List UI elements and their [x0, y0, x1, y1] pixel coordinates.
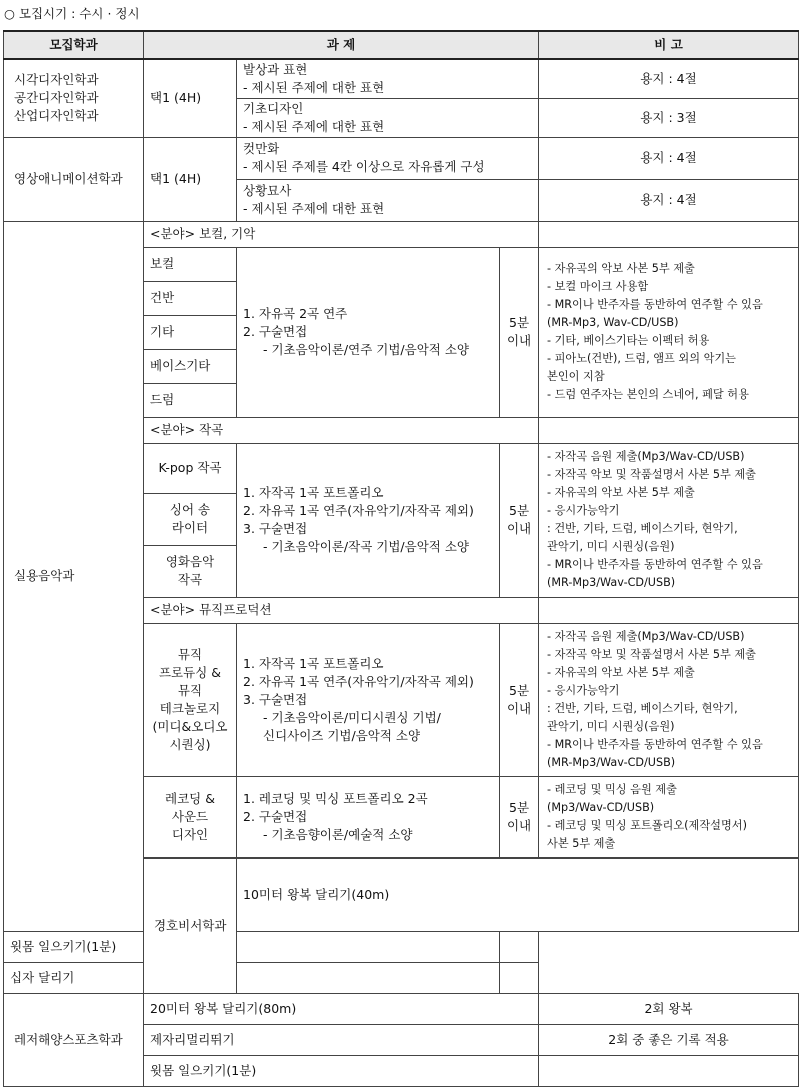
task-sub: - 기초음향이론/예술적 소양: [263, 826, 413, 842]
task-cell: 20미터 왕복 달리기(80m): [144, 993, 539, 1024]
time-cell: 5분 이내: [500, 776, 539, 857]
task-list: 1. 자작곡 1곡 포트폴리오 2. 자유곡 1곡 연주(자유악기/자작곡 제외) 3. 구술면접: [243, 655, 474, 707]
task-cell: 윗몸 일으키기(1분): [144, 1055, 539, 1086]
table-row: [4, 931, 799, 962]
field-production: <분야> 뮤직프로덕션: [144, 597, 539, 623]
note-cell: 용지 : 4절: [539, 179, 799, 221]
task-cell: 십자 달리기: [4, 962, 500, 993]
task-title: 상황묘사: [243, 183, 292, 198]
note-cell: - 자작곡 음원 제출(Mp3/Wav-CD/USB) - 자작곡 악보 및 작품설명서 사본 5부 제출 - 자유곡의 악보 사본 5부 제출 - 응시가능악기 : 건반, 기타, 드럼, 베이스기타, 현악기, 관악기, 미디 시퀀싱(음원) - MR이나 반주자를 동반하여 연주할 수 있음 (MR-Mp3/Wav-CD/USB): [539, 443, 799, 597]
task-cell: [237, 776, 500, 857]
note-cell: [539, 1055, 799, 1086]
field-composition: <분야> 작곡: [144, 417, 539, 443]
table-header-row: [4, 31, 799, 59]
instrument-cell: 보컬: [144, 247, 237, 281]
note-cell: [500, 931, 539, 962]
note-cell: 2회 중 좋은 기록 적용: [539, 1024, 799, 1055]
table-row: [4, 962, 799, 993]
header-note: 비 고: [539, 31, 799, 59]
dept-animation: 영상애니메이션학과: [4, 137, 144, 221]
choice-design: 택1 (4H): [144, 59, 237, 137]
note-cell: 2회 왕복: [539, 993, 799, 1024]
task-cell: [237, 247, 500, 417]
field-empty-cell: [539, 597, 799, 623]
note-cell: 용지 : 4절: [539, 137, 799, 179]
note-cell: - 자유곡의 악보 사본 5부 제출 - 보컬 마이크 사용함 - MR이나 반주자를 동반하여 연주할 수 있음 (MR-Mp3, Wav-CD/USB) - 기타, 베이스기타는 이펙터 허용 - 피아노(건반), 드럼, 앰프 외의 악기는 본인이 지참 - 드럼 연주자는 본인의 스네어, 페달 허용: [539, 247, 799, 417]
field-empty-cell: [539, 417, 799, 443]
header-task: 과 제: [144, 31, 539, 59]
task-cell: [237, 623, 500, 776]
note-cell: - 자작곡 음원 제출(Mp3/Wav-CD/USB) - 자작곡 악보 및 작품설명서 사본 5부 제출 - 자유곡의 악보 사본 5부 제출 - 응시가능악기 : 건반, 기타, 드럼, 베이스기타, 현악기, 관악기, 미디 시퀀싱(음원) - MR이나 반주자를 동반하여 연주할 수 있음 (MR-Mp3/Wav-CD/USB): [539, 623, 799, 776]
task-cell: 10미터 왕복 달리기(40m): [237, 858, 799, 931]
task-sub: - 기초음악이론/연주 기법/음악적 소양: [263, 342, 469, 357]
task-cell: 제자리멀리뛰기: [144, 1024, 539, 1055]
time-cell: 5분 이내: [500, 247, 539, 417]
instrument-cell: 영화음악 작곡: [144, 545, 237, 597]
instrument-cell: 드럼: [144, 383, 237, 417]
instrument-cell: 레코딩 & 사운드 디자인: [144, 776, 237, 857]
task-title: 기초디자인: [243, 100, 304, 116]
table-row: [4, 137, 799, 179]
table-row: [4, 221, 799, 247]
dept-design: 시각디자인학과 공간디자인학과 산업디자인학과: [4, 59, 144, 137]
dept-music: 실용음악과: [4, 221, 144, 931]
task-detail: - 제시된 주제에 대한 표현: [243, 118, 385, 134]
task-cell: [237, 179, 539, 221]
task-list: 1. 자유곡 2곡 연주 2. 구술면접: [243, 306, 348, 339]
dept-sports: 레저해양스포츠학과: [4, 993, 144, 1086]
recruit-period: ○ 모집시기 : 수시 · 정시: [4, 6, 140, 21]
instrument-cell: 기타: [144, 315, 237, 349]
task-cell: [237, 137, 539, 179]
exam-table: [3, 30, 799, 1087]
task-detail: - 제시된 주제에 대한 표현: [243, 201, 385, 216]
instrument-cell: 베이스기타: [144, 349, 237, 383]
task-cell: [237, 443, 500, 597]
task-sub: - 기초음악이론/미디시퀀싱 기법/ 신디사이즈 기법/음악적 소양: [263, 709, 441, 743]
task-title: 발상과 표현: [243, 61, 308, 77]
task-title: 컷만화: [243, 141, 280, 156]
choice-animation: 택1 (4H): [144, 137, 237, 221]
instrument-cell: K-pop 작곡: [144, 443, 237, 493]
note-cell: [500, 962, 539, 993]
instrument-cell: 싱어 송 라이터: [144, 493, 237, 545]
task-cell: [237, 98, 539, 137]
dept-security: 경호비서학과: [144, 858, 237, 993]
task-detail: - 제시된 주제에 대한 표현: [243, 79, 385, 95]
table-row: [4, 59, 799, 98]
instrument-cell: 뮤직 프로듀싱 & 뮤직 테크놀로지 (미디&오디오 시퀀싱): [144, 623, 237, 776]
task-detail: - 제시된 주제를 4칸 이상으로 자유롭게 구성: [243, 159, 485, 174]
note-cell: 용지 : 4절: [539, 59, 799, 98]
note-cell: - 레코딩 및 믹싱 음원 제출 (Mp3/Wav-CD/USB) - 레코딩 및 믹싱 포트폴리오(제작설명서) 사본 5부 제출: [539, 776, 799, 857]
field-empty-cell: [539, 221, 799, 247]
task-cell: 윗몸 일으키기(1분): [4, 931, 500, 962]
task-list: 1. 레코딩 및 믹싱 포트폴리오 2곡 2. 구술면접: [243, 790, 428, 824]
task-list: 1. 자작곡 1곡 포트폴리오 2. 자유곡 1곡 연주(자유악기/자작곡 제외) 3. 구술면접: [243, 485, 474, 536]
note-cell: 용지 : 3절: [539, 98, 799, 137]
task-sub: - 기초음악이론/작곡 기법/음악적 소양: [263, 539, 469, 554]
header-dept: 모집학과: [4, 31, 144, 59]
time-cell: 5분 이내: [500, 623, 539, 776]
task-cell: [237, 59, 539, 98]
time-cell: 5분 이내: [500, 443, 539, 597]
instrument-cell: 건반: [144, 281, 237, 315]
table-row: [4, 993, 799, 1024]
field-vocal: <분야> 보컬, 기악: [144, 221, 539, 247]
